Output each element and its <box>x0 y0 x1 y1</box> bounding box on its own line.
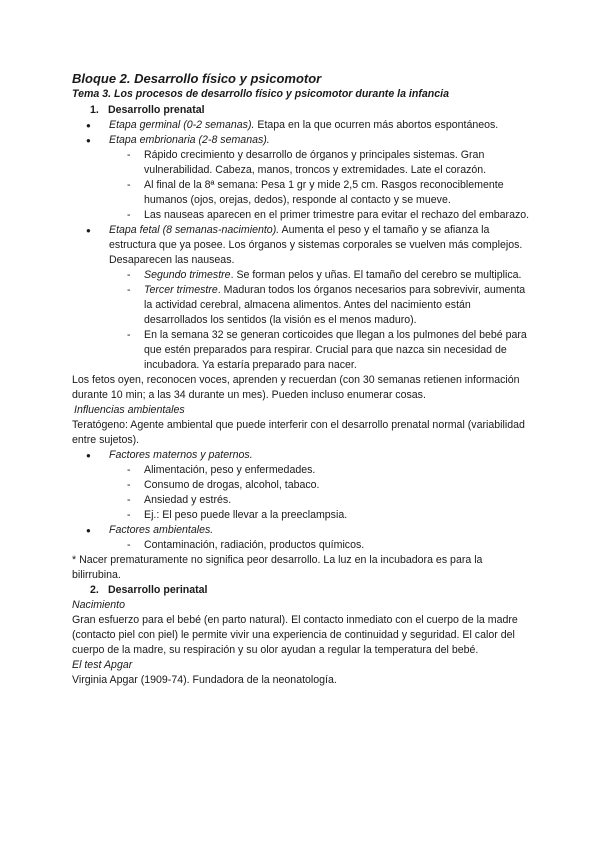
apgar-paragraph: Virginia Apgar (1909-74). Fundadora de la neonatología. <box>72 674 337 686</box>
factores-list <box>72 448 530 553</box>
document-title: Bloque 2. Desarrollo físico y psicomotor <box>72 71 322 86</box>
nacimiento-paragraph: Gran esfuerzo para el bebé (en parto natural). El contacto inmediato con el cuerpo de la madre (contacto piel con piel) le permite vivir una experiencia de continuidad y seguridad. El calor del cuerpo de la madre, su respiración y su olor ayudan a regular la temperatura del bebé. <box>72 614 518 656</box>
list-item: - Las nauseas aparecen en el primer trimestre para evitar el rechazo del embarazo. <box>109 208 530 223</box>
list-item: - Ansiedad y estrés. <box>109 493 530 508</box>
document-page <box>72 70 530 688</box>
list-item-germinal: ● Etapa germinal (0-2 semanas). Etapa en la que ocurren más abortos espontáneos. <box>72 118 530 133</box>
fetal-sublist <box>109 268 530 373</box>
nacimiento-heading: Nacimiento <box>72 599 125 611</box>
list-item: - Contaminación, radiación, productos químicos. <box>109 538 530 553</box>
list-item: - Al final de la 8ª semana: Pesa 1 gr y mide 2,5 cm. Rasgos reconociblemente humanos (ojos, orejas, dedos), responde al contacto y se mueve. <box>109 178 530 208</box>
list-item: - Segundo trimestre. Se forman pelos y uñas. El tamaño del cerebro se multiplica. <box>109 268 530 283</box>
embrionaria-sublist <box>109 148 530 223</box>
list-item: - Consumo de drogas, alcohol, tabaco. <box>109 478 530 493</box>
apgar-heading: El test Apgar <box>72 659 133 671</box>
list-item: - Ej.: El peso puede llevar a la preeclampsia. <box>109 508 530 523</box>
list-item-maternos: ● Factores maternos y paternos. - Alimentación, peso y enfermedades. - Consumo de drogas, alcohol, tabaco. - Ansiedad y estrés. - Ej.: El peso puede llevar a la preeclampsia. <box>72 448 530 523</box>
prenatal-stages-list <box>72 118 530 373</box>
maternos-sublist <box>109 463 530 523</box>
list-item: - Alimentación, peso y enfermedades. <box>109 463 530 478</box>
section-heading-perinatal: 2. Desarrollo perinatal <box>90 584 208 596</box>
list-item-ambientales: ● Factores ambientales. - Contaminación, radiación, productos químicos. <box>72 523 530 553</box>
influencias-heading: Influencias ambientales <box>74 404 185 416</box>
list-item-embrionaria: ● Etapa embrionaria (2-8 semanas). - Rápido crecimiento y desarrollo de órganos y principales sistemas. Gran vulnerabilidad. Cabeza, manos, troncos y extremidades. Late el corazón. - Al final de la 8ª semana: Pesa 1 gr y mide 2,5 cm. Rasgos reconociblemente humanos (ojos, orejas, dedos), responde al contacto y se mueve. - Las nauseas aparecen en el primer trimestre para evitar el rechazo del embarazo. <box>72 133 530 223</box>
document-subtitle: Tema 3. Los procesos de desarrollo físico y psicomotor durante la infancia <box>72 88 449 100</box>
fetos-paragraph: Los fetos oyen, reconocen voces, aprenden y recuerdan (con 30 semanas retienen información durante 10 min; a las 34 durante un mes). Pueden incluso enumerar cosas. <box>72 374 520 401</box>
section-heading-prenatal: 1. Desarrollo prenatal <box>90 104 205 116</box>
nota-paragraph: * Nacer prematuramente no significa peor desarrollo. La luz en la incubadora es para la bilirrubina. <box>72 554 483 581</box>
teratogeno-paragraph: Teratógeno: Agente ambiental que puede interferir con el desarrollo prenatal normal (variabilidad entre sujetos). <box>72 419 525 446</box>
ambientales-sublist <box>109 538 530 553</box>
list-item: - En la semana 32 se generan corticoides que llegan a los pulmones del bebé para que estén preparados para respirar. Crucial para que nazca sin necesidad de incubadora. Ya estaría preparado para nacer. <box>109 328 530 373</box>
list-item-fetal: ● Etapa fetal (8 semanas-nacimiento). Aumenta el peso y el tamaño y se afianza la estructura que ya posee. Los órganos y sistemas corporales se vuelven más complejos. Desaparecen las nauseas. - Segundo trimestre. Se forman pelos y uñas. El tamaño del cerebro se multiplica. - Tercer trimestre. Maduran todos los órganos necesarios para sobrevivir, aumenta la actividad cerebral, almacena alimentos. Antes del nacimiento están desarrollados los sentidos (la visión es el menos maduro). - En la semana 32 se generan corticoides que llegan a los pulmones del bebé para que estén preparados para respirar. Crucial para que nazca sin necesidad de incubadora. Ya estaría preparado para nacer. <box>72 223 530 373</box>
list-item: - Rápido crecimiento y desarrollo de órganos y principales sistemas. Gran vulnerabilidad. Cabeza, manos, troncos y extremidades. Late el corazón. <box>109 148 530 178</box>
list-item: - Tercer trimestre. Maduran todos los órganos necesarios para sobrevivir, aumenta la actividad cerebral, almacena alimentos. Antes del nacimiento están desarrollados los sentidos (la visión es el menos maduro). <box>109 283 530 328</box>
